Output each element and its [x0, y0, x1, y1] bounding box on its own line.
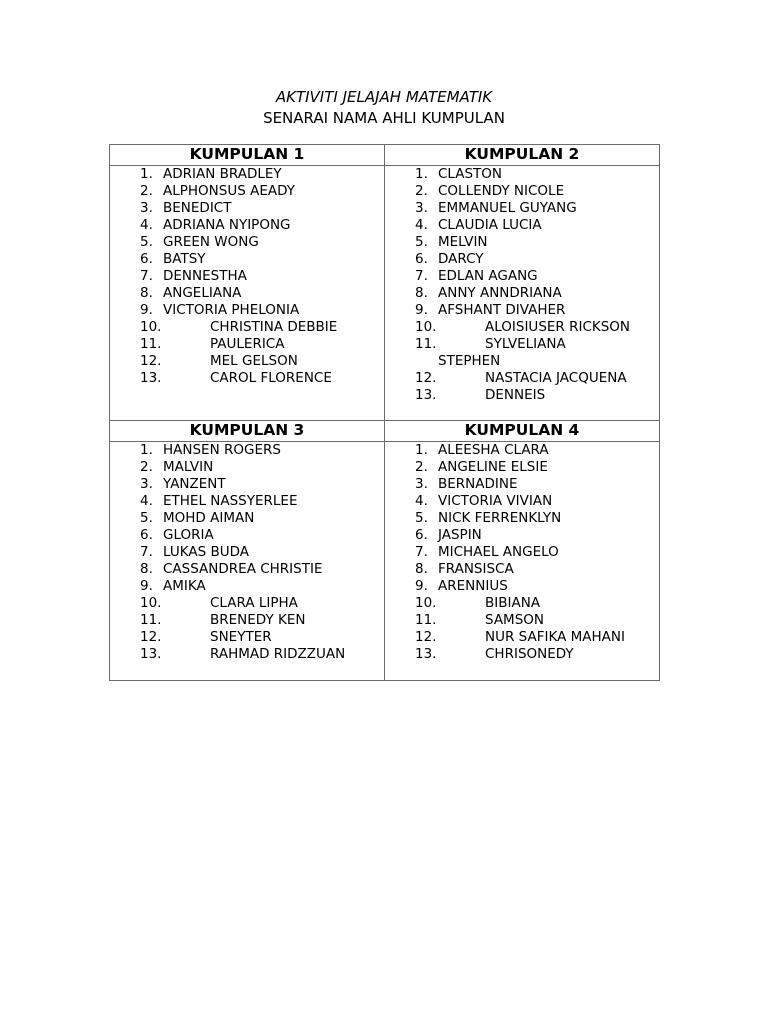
member-list-item: [110, 527, 384, 544]
member-name: BENEDICT: [163, 200, 232, 216]
member-number: 11.: [415, 336, 437, 352]
member-list-item: [385, 595, 659, 612]
member-number: 1.: [415, 442, 428, 458]
member-list-item: [385, 561, 659, 578]
member-list-item: [110, 251, 384, 268]
member-number: 8.: [140, 561, 153, 577]
member-number: 5.: [415, 510, 428, 526]
member-list-item: [385, 166, 659, 183]
member-list-item: [110, 268, 384, 285]
member-name: ANGELIANA: [163, 285, 242, 301]
member-number: 3.: [415, 200, 428, 216]
member-list-item: [385, 629, 659, 646]
member-list-item: [110, 476, 384, 493]
group-3-member-list: [110, 442, 384, 663]
group-1-list-cell: [110, 166, 385, 421]
member-number: 5.: [140, 510, 153, 526]
group-3-list-cell: [110, 442, 385, 681]
member-list-item: [110, 612, 384, 629]
member-name: AMIKA: [163, 578, 206, 594]
member-list-item: [385, 387, 659, 404]
member-number: 6.: [415, 527, 428, 543]
member-number: 1.: [415, 166, 428, 182]
member-number: 10.: [140, 595, 162, 611]
member-list-item: [110, 285, 384, 302]
member-list-item: [110, 561, 384, 578]
member-name: CHRISONEDY: [485, 646, 574, 662]
member-name: COLLENDY NICOLE: [438, 183, 565, 199]
member-list-item: [110, 578, 384, 595]
member-name: DENNESTHA: [163, 268, 247, 284]
member-number: 5.: [140, 234, 153, 250]
member-name: RAHMAD RIDZZUAN: [210, 646, 346, 662]
member-name: PAULERICA: [210, 336, 285, 352]
member-number: 12.: [415, 629, 437, 645]
member-name: ETHEL NASSYERLEE: [163, 493, 298, 509]
member-list-item: [385, 442, 659, 459]
member-name: CASSANDREA CHRISTIE: [163, 561, 323, 577]
member-number: 11.: [140, 336, 162, 352]
member-number: 4.: [415, 493, 428, 509]
member-list-item: [385, 336, 659, 370]
group-table: [109, 144, 660, 681]
member-name: DENNEIS: [485, 387, 546, 403]
member-number: 8.: [415, 285, 428, 301]
member-name: ANGELINE ELSIE: [438, 459, 548, 475]
member-number: 11.: [140, 612, 162, 628]
group-4-header: KUMPULAN 4: [385, 421, 660, 442]
member-name: EDLAN AGANG: [438, 268, 538, 284]
group-1-member-list: [110, 166, 384, 387]
member-list-item: [385, 302, 659, 319]
member-number: 12.: [415, 370, 437, 386]
member-list-item: [110, 510, 384, 527]
member-number: 12.: [140, 353, 162, 369]
member-name: ADRIAN BRADLEY: [163, 166, 282, 182]
member-list-item: [110, 319, 384, 336]
member-list-item: [110, 336, 384, 353]
member-name: BRENEDY KEN: [210, 612, 306, 628]
member-list-item: [110, 595, 384, 612]
member-list-item: [385, 459, 659, 476]
member-list-item: [385, 544, 659, 561]
member-number: 2.: [140, 183, 153, 199]
member-name: NUR SAFIKA MAHANI: [485, 629, 625, 645]
member-list-item: [385, 200, 659, 217]
member-list-item: [110, 493, 384, 510]
member-number: 4.: [140, 217, 153, 233]
member-list-item: [110, 370, 384, 387]
member-list-item: [110, 459, 384, 476]
member-list-item: [385, 251, 659, 268]
group-2-list-cell: [385, 166, 660, 421]
member-list-item: [385, 234, 659, 251]
member-number: 9.: [140, 578, 153, 594]
member-number: 3.: [140, 476, 153, 492]
member-number: 1.: [140, 442, 153, 458]
member-number: 10.: [415, 319, 437, 335]
member-name: FRANSISCA: [438, 561, 514, 577]
member-name: GLORIA: [163, 527, 214, 543]
member-list-item: [385, 612, 659, 629]
member-number: 9.: [415, 578, 428, 594]
member-name: JASPIN: [438, 527, 482, 543]
member-list-item: [385, 285, 659, 302]
member-list-item: [110, 302, 384, 319]
member-number: 10.: [415, 595, 437, 611]
member-list-item: [385, 646, 659, 663]
member-name: ALOISIUSER RICKSON: [485, 319, 631, 335]
member-name: YANZENT: [163, 476, 226, 492]
group-2-member-list: [385, 166, 659, 404]
member-list-item: [110, 183, 384, 200]
member-name: NASTACIA JACQUENA: [485, 370, 627, 386]
member-name: MICHAEL ANGELO: [438, 544, 559, 560]
member-list-item: [385, 578, 659, 595]
member-number: 13.: [140, 646, 162, 662]
member-name: CHRISTINA DEBBIE: [210, 319, 338, 335]
member-name: EMMANUEL GUYANG: [438, 200, 577, 216]
member-list-item: [110, 544, 384, 561]
member-number: 13.: [415, 387, 437, 403]
member-number: 8.: [415, 561, 428, 577]
member-list-item: [385, 493, 659, 510]
document-title: AKTIVITI JELAJAH MATEMATIK: [275, 88, 493, 106]
member-number: 6.: [415, 251, 428, 267]
member-name: MALVIN: [163, 459, 214, 475]
member-number: 5.: [415, 234, 428, 250]
member-name: SAMSON: [485, 612, 544, 628]
member-name: GREEN WONG: [163, 234, 259, 250]
group-4-list-cell: [385, 442, 660, 681]
member-number: 1.: [140, 166, 153, 182]
member-name: LUKAS BUDA: [163, 544, 249, 560]
member-number: 4.: [415, 217, 428, 233]
group-4-member-list: [385, 442, 659, 663]
member-name: BIBIANA: [485, 595, 541, 611]
member-number: 2.: [140, 459, 153, 475]
member-list-item: [110, 166, 384, 183]
member-list-item: [385, 527, 659, 544]
member-list-item: [110, 442, 384, 459]
member-list-item: [385, 510, 659, 527]
member-name: CLASTON: [438, 166, 503, 182]
member-name: MOHD AIMAN: [163, 510, 255, 526]
member-name: NICK FERRENKLYN: [438, 510, 562, 526]
member-number: 3.: [140, 200, 153, 216]
member-number: 9.: [140, 302, 153, 318]
member-number: 6.: [140, 527, 153, 543]
group-1-header: KUMPULAN 1: [110, 145, 385, 166]
member-number: 13.: [140, 370, 162, 386]
member-number: 3.: [415, 476, 428, 492]
member-number: 4.: [140, 493, 153, 509]
member-name: BATSY: [163, 251, 206, 267]
member-name: MEL GELSON: [210, 353, 298, 369]
member-list-item: [110, 353, 384, 370]
member-list-item: [110, 646, 384, 663]
member-list-item: [110, 217, 384, 234]
member-name: MELVIN: [438, 234, 488, 250]
member-number: 11.: [415, 612, 437, 628]
member-number: 9.: [415, 302, 428, 318]
member-name: ALPHONSUS AEADY: [163, 183, 295, 199]
member-list-item: [385, 268, 659, 285]
member-number: 7.: [140, 544, 153, 560]
member-name: AFSHANT DIVAHER: [438, 302, 566, 318]
member-name: BERNADINE: [438, 476, 518, 492]
member-name: VICTORIA PHELONIA: [163, 302, 300, 318]
member-list-item: [385, 183, 659, 200]
member-list-item: [385, 217, 659, 234]
member-list-item: [110, 629, 384, 646]
member-name: SNEYTER: [210, 629, 272, 645]
member-list-item: [385, 370, 659, 387]
member-name: DARCY: [438, 251, 484, 267]
member-name: CLAUDIA LUCIA: [438, 217, 542, 233]
member-number: 7.: [415, 544, 428, 560]
member-number: 2.: [415, 183, 428, 199]
member-name: CLARA LIPHA: [210, 595, 298, 611]
member-name: HANSEN ROGERS: [163, 442, 281, 458]
member-name: ANNY ANNDRIANA: [438, 285, 562, 301]
member-number: 2.: [415, 459, 428, 475]
member-name: SYLVELIANA: [485, 336, 566, 352]
member-list-item: [110, 200, 384, 217]
member-list-item: [110, 234, 384, 251]
member-name: CAROL FLORENCE: [210, 370, 332, 386]
member-list-item: [385, 476, 659, 493]
member-name-continuation: STEPHEN: [438, 353, 501, 369]
member-number: 8.: [140, 285, 153, 301]
member-number: 10.: [140, 319, 162, 335]
member-number: 6.: [140, 251, 153, 267]
group-2-header: KUMPULAN 2: [385, 145, 660, 166]
member-number: 7.: [140, 268, 153, 284]
member-number: 7.: [415, 268, 428, 284]
group-3-header: KUMPULAN 3: [110, 421, 385, 442]
member-number: 13.: [415, 646, 437, 662]
member-name: ARENNIUS: [438, 578, 508, 594]
member-number: 12.: [140, 629, 162, 645]
member-name: ADRIANA NYIPONG: [163, 217, 291, 233]
member-name: ALEESHA CLARA: [438, 442, 549, 458]
member-name: VICTORIA VIVIAN: [438, 493, 553, 509]
member-list-item: [385, 319, 659, 336]
document-subtitle: SENARAI NAMA AHLI KUMPULAN: [263, 109, 505, 127]
